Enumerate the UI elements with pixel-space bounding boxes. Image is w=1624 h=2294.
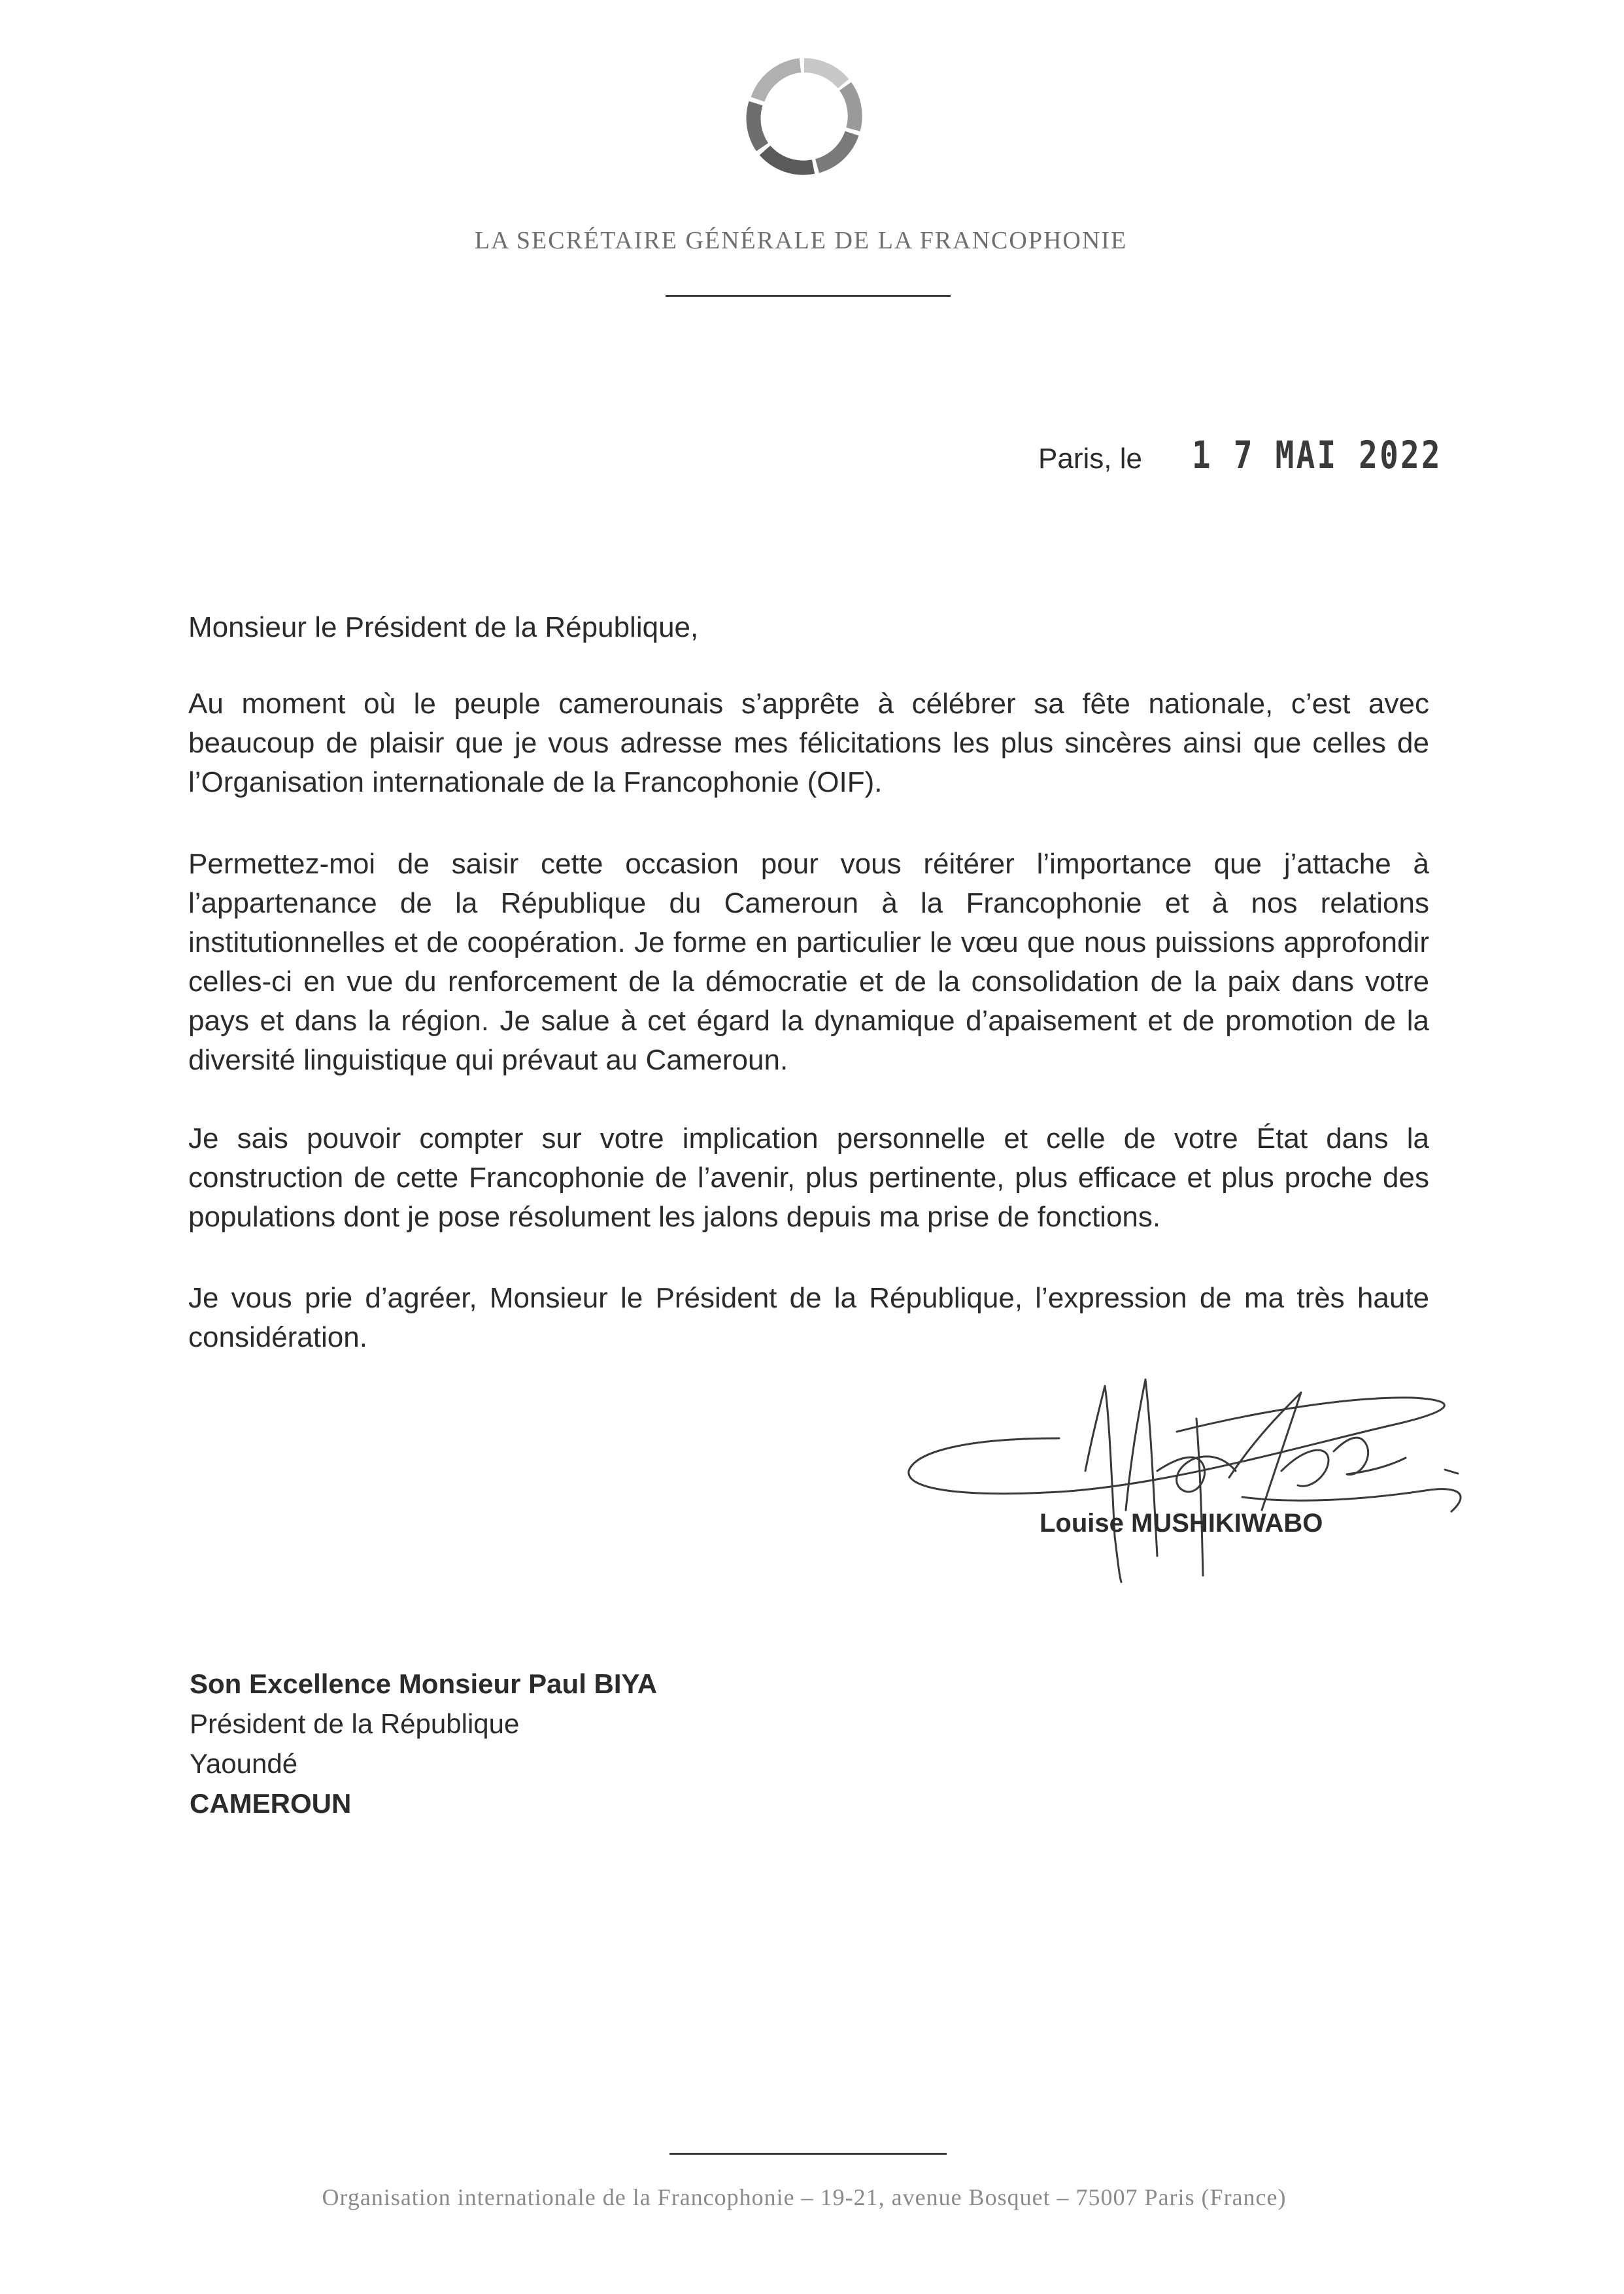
recipient-name: Son Excellence Monsieur Paul BIYA	[190, 1668, 658, 1699]
date-prefix: Paris, le	[1038, 443, 1142, 475]
paragraph-2: Permettez-moi de saisir cette occasion pour vous réitérer l’importance que j’attache à l’appartenance de la République du Cameroun à la Francophonie et à nos relations institutionnelles et de coopération. Je forme en particulier le vœu que nous puissions approfondir celles-ci en vue du renforcement de la démocratie et de la consolidation de la paix dans votre pays et dans la région. Je salue à cet égard la dynamique d’apaisement et de promotion de la diversité linguistique qui prévaut au Cameroun.	[188, 848, 1429, 1076]
salutation: Monsieur le Président de la République,	[188, 611, 699, 643]
handwritten-signature-icon	[889, 1340, 1478, 1602]
signer-name: Louise MUSHIKIWABO	[1040, 1509, 1323, 1538]
recipient-block	[190, 1664, 657, 1823]
org-title: LA SECRÉTAIRE GÉNÉRALE DE LA FRANCOPHONIE	[474, 227, 1128, 254]
recipient-title: Président de la République	[190, 1708, 520, 1739]
paragraph-4: Je vous prie d’agréer, Monsieur le Président de la République, l’expression de ma très haute considération.	[188, 1282, 1429, 1353]
date-stamp: 1 7 MAI 2022	[1191, 433, 1442, 477]
recipient-country: CAMEROUN	[190, 1788, 352, 1819]
header-divider	[666, 295, 951, 297]
paragraph-1: Au moment où le peuple camerounais s’apprête à célébrer sa fête nationale, c’est avec beaucoup de plaisir que je vous adresse mes félicitations les plus sincères ainsi que celles de l’Organisation internationale de la Francophonie (OIF).	[188, 688, 1429, 798]
paragraph-3: Je sais pouvoir compter sur votre implication personnelle et celle de votre État dans la construction de cette Francophonie de l’avenir, plus pertinente, plus efficace et plus proche des populations dont je pose résolument les jalons depuis ma prise de fonctions.	[188, 1122, 1429, 1233]
date-line	[1038, 433, 1497, 479]
footer-divider	[669, 2153, 947, 2155]
recipient-city: Yaoundé	[190, 1748, 298, 1779]
francophonie-ring-logo-icon	[739, 51, 870, 182]
footer-address: Organisation internationale de la Francophonie – 19-21, avenue Bosquet – 75007 Paris (France)	[322, 2184, 1287, 2210]
